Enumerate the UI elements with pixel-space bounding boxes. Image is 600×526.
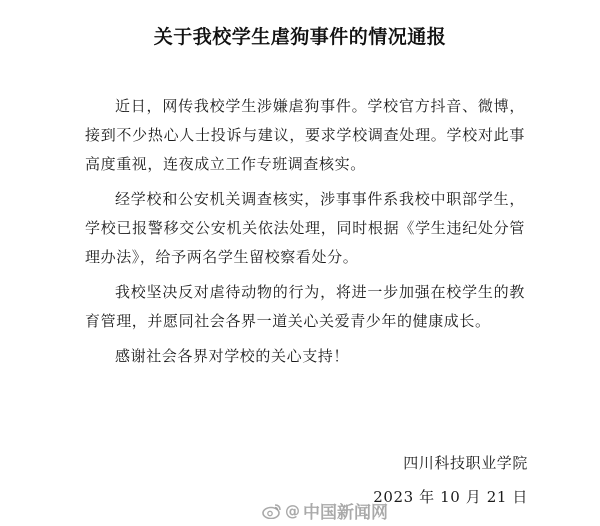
weibo-icon bbox=[262, 503, 282, 519]
document-body bbox=[85, 92, 525, 377]
paragraph-2: 经学校和公安机关调查核实，涉事事件系我校中职部学生，学校已报警移交公安机关依法处理，同时根据《学生违纪处分管理办法》，给予两名学生留校察看处分。 bbox=[85, 190, 525, 266]
paragraph-3: 我校坚决反对虐待动物的行为，将进一步加强在校学生的教育管理，并愿同社会各界一道关心关爱青少年的健康成长。 bbox=[85, 283, 525, 330]
document-title: 关于我校学生虐狗事件的情况通报 bbox=[153, 26, 447, 48]
paragraph-4: 感谢社会各界对学校的关心支持！ bbox=[115, 347, 350, 365]
paragraph-1: 近日，网传我校学生涉嫌虐狗事件。学校官方抖音、微博，接到不少热心人士投诉与建议，要求学校调查处理。学校对此事高度重视，连夜成立工作专班调查核实。 bbox=[85, 97, 525, 173]
watermark-at: @ bbox=[285, 501, 300, 520]
watermark-text: 中国新闻网 bbox=[303, 503, 388, 523]
watermark bbox=[262, 498, 388, 523]
document-date: 2023 年 10 月 21 日 bbox=[373, 488, 528, 506]
signature: 四川科技职业学院 bbox=[403, 454, 528, 472]
